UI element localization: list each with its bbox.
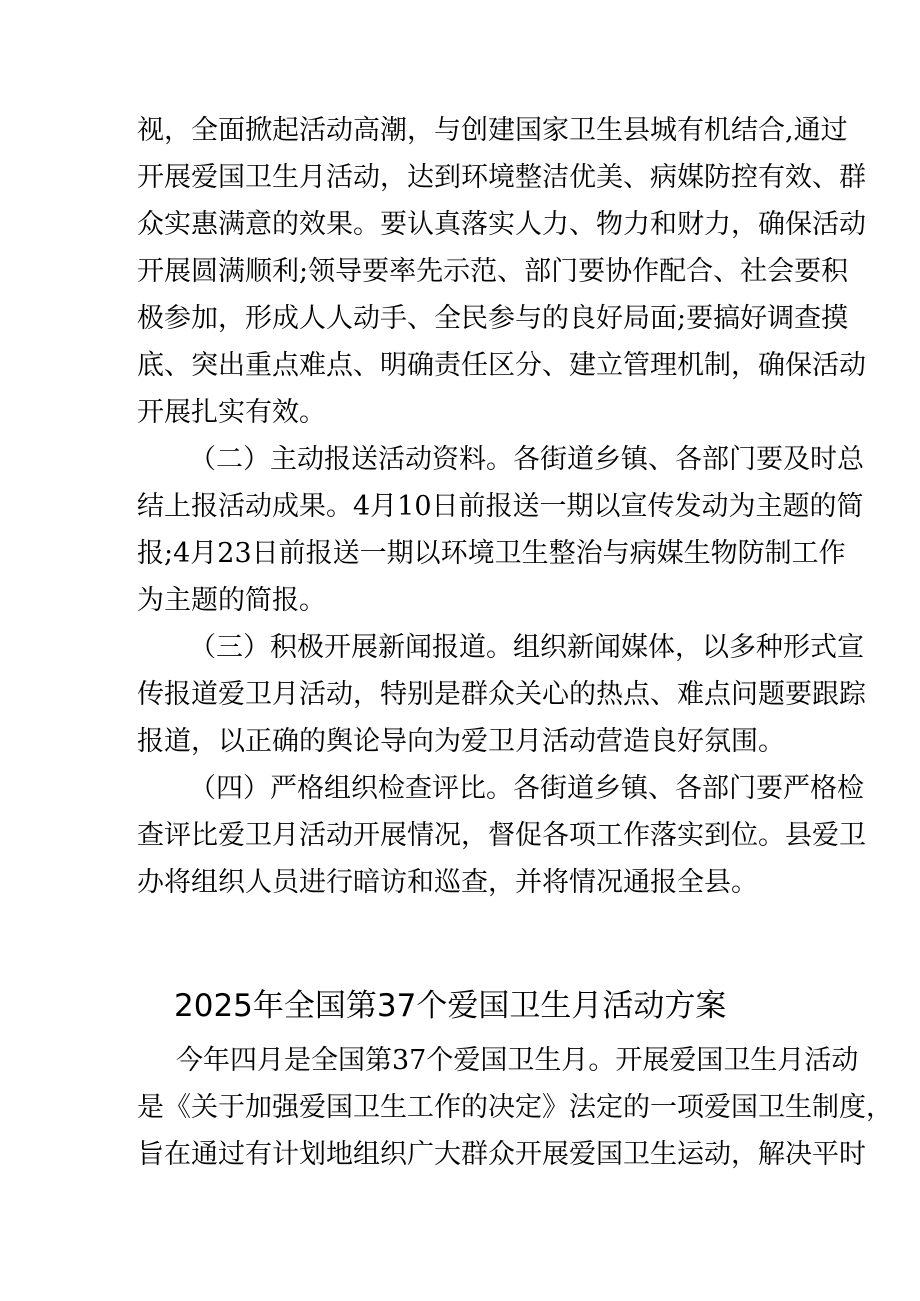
paragraph-line: 报道，以正确的舆论导向为爱卫月活动营造良好氛围。 bbox=[137, 726, 785, 757]
paragraph-line: 为主题的简报。 bbox=[137, 585, 326, 616]
paragraph-line: 极参加，形成人人动手、全民参与的良好局面;要搞好调查摸 bbox=[137, 303, 849, 334]
paragraph-line: 是《关于加强爱国卫生工作的决定》法定的一项爱国卫生制度， bbox=[137, 1092, 893, 1123]
paragraph-line: 开展爱国卫生月活动，达到环境整洁优美、病媒防控有效、群 bbox=[137, 162, 866, 193]
paragraph-line: 查评比爱卫月活动开展情况，督促各项工作落实到位。县爱卫 bbox=[137, 820, 866, 851]
paragraph-line: （二）主动报送活动资料。各街道乡镇、各部门要及时总 bbox=[189, 444, 864, 475]
paragraph-line: 传报道爱卫月活动，特别是群众关心的热点、难点问题要跟踪 bbox=[137, 679, 866, 710]
paragraph-line: 结上报活动成果。4月10日前报送一期以宣传发动为主题的简 bbox=[137, 491, 864, 522]
paragraph-line: 今年四月是全国第37个爱国卫生月。开展爱国卫生月活动 bbox=[176, 1045, 859, 1076]
paragraph-line: 开展扎实有效。 bbox=[137, 397, 326, 428]
document-title: 2025年全国第37个爱国卫生月活动方案 bbox=[174, 988, 727, 1024]
paragraph-line: 报;4月23日前报送一期以环境卫生整治与病媒生物防制工作 bbox=[137, 538, 846, 569]
paragraph-line: 开展圆满顺利;领导要率先示范、部门要协作配合、社会要积 bbox=[137, 256, 849, 287]
paragraph-line: 底、突出重点难点、明确责任区分、建立管理机制，确保活动 bbox=[137, 350, 866, 381]
paragraph-line: （四）严格组织检查评比。各街道乡镇、各部门要严格检 bbox=[189, 773, 864, 804]
paragraph-line: （三）积极开展新闻报道。组织新闻媒体，以多种形式宣 bbox=[189, 632, 864, 663]
paragraph-line: 旨在通过有计划地组织广大群众开展爱国卫生运动，解决平时 bbox=[137, 1139, 866, 1170]
paragraph-line: 办将组织人员进行暗访和巡查，并将情况通报全县。 bbox=[137, 867, 758, 898]
paragraph-line: 众实惠满意的效果。要认真落实人力、物力和财力，确保活动 bbox=[137, 209, 866, 240]
paragraph-line: 视，全面掀起活动高潮，与创建国家卫生县城有机结合,通过 bbox=[137, 115, 848, 146]
